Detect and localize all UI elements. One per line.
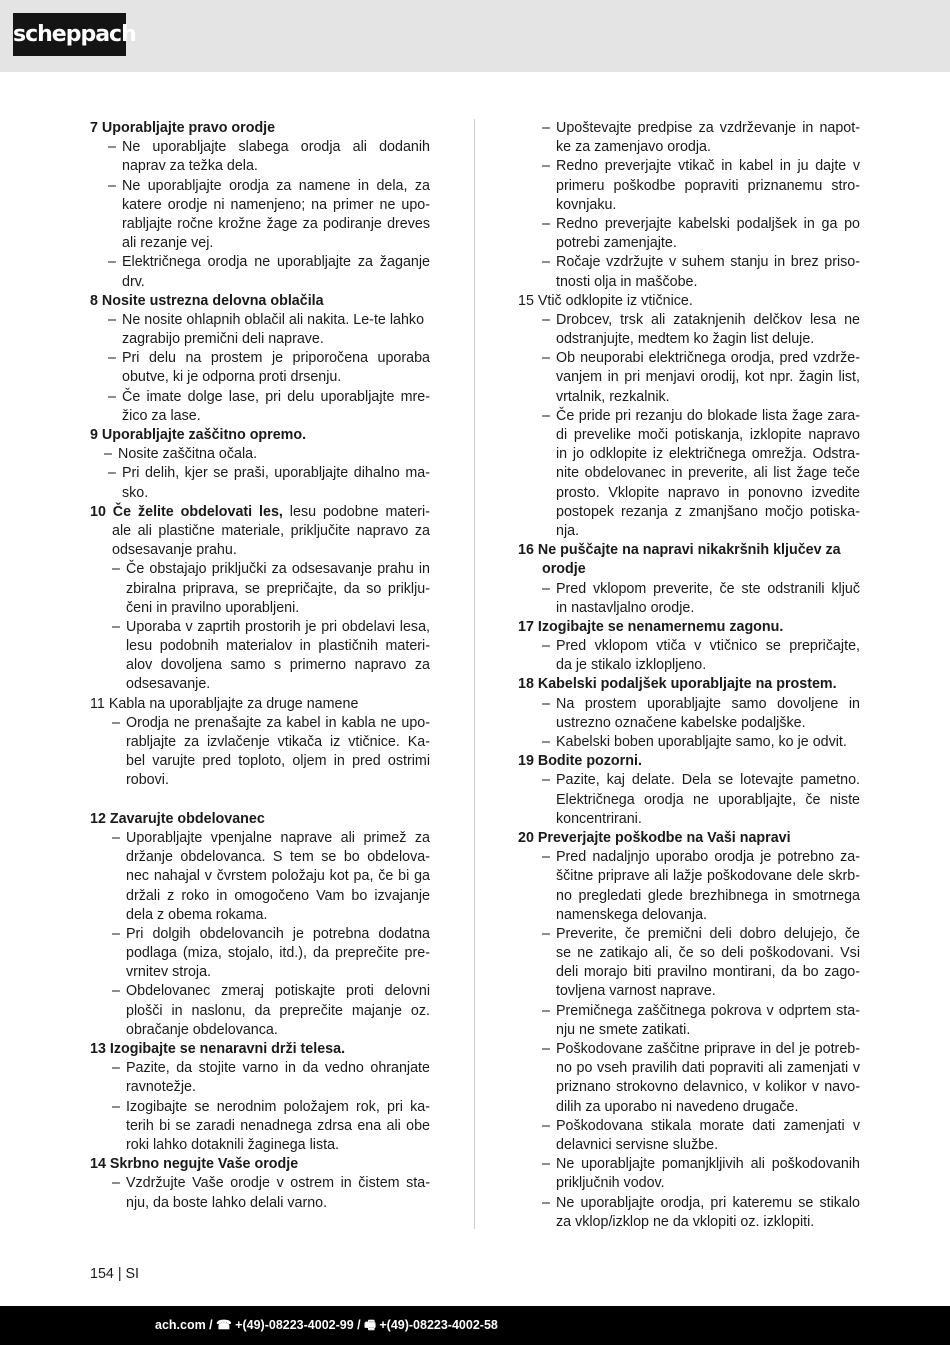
line-text: nju ne smete zatikati. — [556, 1021, 691, 1038]
line-text: drv. — [122, 273, 145, 290]
line-text: vrtalnik, rezkalnik. — [556, 388, 670, 405]
line-text: lesu podobnih materialov in plastičnih materi- — [126, 638, 430, 655]
section-heading: 14 Skrbno negujte Vaše orodje — [90, 1156, 299, 1173]
dash-bullet: – — [108, 350, 116, 367]
page-number: 154 | SI — [90, 1266, 140, 1282]
bullet-line — [518, 311, 860, 330]
text-line — [90, 733, 430, 752]
line-text: držali z roko in omogočeno Vam bo izvajanje — [126, 887, 430, 904]
line-text: Obdelovanec zmeraj potiskajte proti delovni — [126, 983, 430, 1000]
bullet-line — [90, 1098, 430, 1117]
line-text: Pri delih, kjer se praši, uporabljajte dihalno ma- — [122, 465, 430, 482]
text-line — [90, 867, 430, 886]
line-text: zbiralna priprava, se prepričajte, da so priklju- — [126, 580, 430, 597]
line-text: za vklop/izklop ne da vklopiti oz. izklopiti. — [556, 1213, 815, 1230]
text-line — [90, 656, 430, 675]
section-heading: 12 Zavarujte obdelovanec — [90, 810, 265, 827]
line-text: Če imate dolge lase, pri delu uporabljajte mre- — [122, 388, 430, 405]
line-text: priključnih vodov. — [556, 1175, 665, 1192]
line-text: robovi. — [126, 772, 169, 789]
footer-contact-text: ach.com / ☎ +(49)-08223-4002-99 / 🖷 +(49)-08223-4002-58 — [155, 1318, 498, 1332]
bullet-line — [90, 982, 430, 1001]
dash-bullet: – — [112, 983, 120, 1000]
line-text: odsesavanje. — [126, 676, 211, 693]
line-text: Pred vklopom preverite, če ste odstranili ključ — [556, 580, 860, 597]
line-text: in nastavljalno orodje. — [556, 599, 695, 616]
line-text: Poškodovana stikala morate dati zamenjati v — [556, 1117, 860, 1134]
line-text: nju, da boste lahko delali varno. — [126, 1194, 328, 1211]
line-text: dilih za uporabo ni navedeno drugače. — [556, 1098, 799, 1115]
dash-bullet: – — [542, 1117, 550, 1134]
line-text: Redno preverjajte vtikač in kabel in ju dajte v — [556, 158, 860, 175]
bullet-line — [518, 771, 860, 790]
line-text: rabljajte ročne krožne žage za podiranje dreves — [122, 215, 430, 232]
page-header — [0, 0, 950, 72]
line-text: Če obstajajo priključki za odsesavanje prahu in — [126, 561, 430, 578]
text-line — [90, 234, 430, 253]
bullet-line — [518, 349, 860, 368]
bullet-line — [90, 829, 430, 848]
text-line — [518, 522, 860, 541]
line-text: Nosite zaščitna očala. — [118, 446, 258, 463]
line-text: primeru poškodbe popraviti priznanemu stro- — [556, 177, 860, 194]
line-text: Upoštevajte predpise za vzdrževanje in napot- — [556, 120, 860, 136]
line-text: vanjem in pri menjavi orodij, kot npr. žagin list, — [556, 369, 860, 386]
text-line — [518, 234, 860, 253]
line-text: Vzdržujte Vaše orodje v ostrem in čistem sta- — [126, 1175, 430, 1192]
bullet-line — [518, 1117, 860, 1136]
dash-bullet: – — [542, 925, 550, 942]
left-text-column — [90, 119, 430, 1213]
bullet-line — [90, 618, 430, 637]
text-line — [90, 330, 430, 349]
line-text: Ne uporabljajte orodja, pri kateremu se stikalo — [556, 1194, 860, 1211]
text-line — [90, 1194, 430, 1213]
line-text: se ne zatikajo ali, če so deli poškodovani. Vsi — [556, 945, 860, 962]
line-text: prosto. Vklopite napravo in ponovno izvedite — [556, 484, 860, 501]
bullet-line — [518, 157, 860, 176]
dash-bullet: – — [112, 561, 120, 578]
text-line — [518, 503, 860, 522]
text-line — [90, 484, 430, 503]
dash-bullet: – — [542, 772, 550, 789]
text-line — [90, 407, 430, 426]
line-text: Kabelski boben uporabljajte samo, ko je odvit. — [556, 734, 847, 750]
text-line — [518, 982, 860, 1001]
bullet-line — [90, 138, 430, 157]
line-text: Ne uporabljajte orodja za namene in dela, za — [122, 177, 430, 194]
text-line — [90, 580, 430, 599]
dash-bullet: – — [542, 1041, 550, 1057]
text-line — [518, 1059, 860, 1078]
dash-bullet: – — [108, 254, 116, 271]
text-line — [518, 1098, 860, 1117]
text-line — [518, 1136, 860, 1155]
bullet-line — [518, 215, 860, 234]
bullet-line — [518, 925, 860, 944]
text-line — [518, 464, 860, 483]
dash-bullet: – — [112, 829, 120, 846]
text-line — [518, 1078, 860, 1097]
bullet-line — [90, 311, 430, 330]
bullet-line — [90, 177, 430, 196]
line-text: Ob neuporabi električnega orodja, pred vzdrže- — [556, 350, 860, 367]
text-line — [518, 484, 860, 503]
dash-bullet: – — [542, 254, 550, 271]
dash-bullet: – — [542, 158, 550, 175]
text-line — [90, 963, 430, 982]
line-text: Pred vklopom vtiča v vtičnico se prepričajte, — [556, 638, 860, 655]
dash-bullet: – — [108, 139, 116, 156]
dash-bullet: – — [542, 120, 550, 136]
section-heading-bold: 10 Če želite obdelovati les, — [90, 503, 283, 520]
line-text: plošči in naslonu, da preprečite majanje oz. — [126, 1002, 430, 1019]
line-text: odsesavanje prahu. — [112, 542, 237, 559]
section-heading: 17 Izogibajte se nenamernemu zagonu. — [518, 618, 784, 635]
section-heading: 19 Bodite pozorni. — [518, 753, 642, 770]
text-line — [518, 196, 860, 215]
text-line — [90, 906, 430, 925]
line-text: Pri delu na prostem je priporočena uporaba — [122, 350, 430, 367]
dash-bullet: – — [112, 925, 120, 942]
text-line — [518, 944, 860, 963]
line-text: Redno preverjajte kabelski podaljšek in ga po — [556, 215, 860, 232]
line-text: alov dovoljena samo s primerno napravo za — [126, 657, 430, 674]
text-line — [518, 426, 860, 445]
text-line — [90, 1136, 430, 1155]
bullet-line — [90, 445, 430, 464]
line-text: Uporabljajte vpenjalne naprave ali primež za — [126, 829, 430, 846]
line-text: odstranjujte, medtem ko žagin list deluje. — [556, 331, 815, 348]
line-text: Ne nosite ohlapnih oblačil ali nakita. Le-te lahko — [122, 311, 425, 328]
section-heading: 7 Uporabljajte pravo orodje — [90, 120, 276, 136]
right-text-column — [518, 119, 860, 1232]
text-line — [90, 675, 430, 694]
bullet-line — [518, 253, 860, 272]
line-text: bel varujte pred toploto, oljem in pred ostrimi — [126, 753, 430, 770]
text-line — [518, 292, 860, 311]
dash-bullet: – — [112, 1175, 120, 1192]
text-line — [90, 695, 430, 714]
line-text: sko. — [122, 484, 149, 501]
dash-bullet: – — [542, 1194, 550, 1211]
line-text: Če pride pri rezanju do blokade lista žage zara- — [556, 407, 860, 424]
text-line — [90, 848, 430, 867]
line-text: koncentrirani. — [556, 810, 642, 827]
text-line — [518, 963, 860, 982]
line-text: Preverite, če premični deli dobro delujejo, če — [556, 925, 860, 942]
text-line — [90, 196, 430, 215]
line-text: Izogibajte se nerodnim položajem rok, pri ka- — [126, 1098, 430, 1115]
bullet-line — [90, 560, 430, 579]
dash-bullet: – — [542, 311, 550, 328]
text-line — [518, 368, 860, 387]
text-line — [90, 944, 430, 963]
line-text: di prevelike moči potiskanja, izklopite napravo — [556, 427, 860, 443]
bullet-line — [518, 407, 860, 426]
line-text: delavnici servisne službe. — [556, 1136, 719, 1153]
bullet-line — [518, 1002, 860, 1021]
text-line — [90, 368, 430, 387]
section-heading-inline — [90, 503, 430, 522]
line-text: čeni in pravilno uporabljeni. — [126, 599, 300, 616]
dash-bullet: – — [542, 350, 550, 367]
dash-bullet: – — [108, 465, 116, 482]
dash-bullet: – — [542, 215, 550, 232]
text-line — [90, 637, 430, 656]
line-text: dela z obema rokama. — [126, 906, 268, 923]
line-text: Električnega orodja ne uporabljajte za žaganje — [122, 254, 430, 271]
bullet-line — [90, 714, 430, 733]
section-heading: 8 Nosite ustrezna delovna oblačila — [90, 292, 324, 309]
section-heading: 18 Kabelski podaljšek uporabljajte na prostem. — [518, 676, 837, 693]
text-line — [90, 541, 430, 560]
line-text: in jo odklopite iz električnega omrežja. Odstra- — [556, 446, 860, 463]
line-text: tovljena varnost naprave. — [556, 983, 716, 1000]
dash-bullet: – — [542, 1156, 550, 1173]
text-line — [518, 177, 860, 196]
line-text: naprav za težka dela. — [122, 158, 258, 175]
section-heading-rest: lesu podobne materi- — [282, 503, 430, 520]
line-text: katere orodje ni namenjeno; na primer ne upo- — [122, 196, 430, 213]
dash-bullet: – — [104, 446, 112, 463]
bullet-line — [518, 1194, 860, 1213]
line-text: Orodja ne prenašajte za kabel in kabla ne upo- — [126, 714, 430, 731]
line-text: Električnega orodja ne uporabljajte, če niste — [556, 791, 860, 808]
text-line — [518, 330, 860, 349]
bullet-line — [90, 388, 430, 407]
line-text: ravnotežje. — [126, 1079, 196, 1096]
dash-bullet: – — [542, 638, 550, 655]
dash-bullet: – — [542, 1002, 550, 1019]
line-text: ali rezanje vej. — [122, 235, 214, 252]
bullet-line — [518, 119, 860, 138]
dash-bullet: – — [108, 311, 116, 328]
line-text: priznano strokovno delavnico, v kolikor v navo- — [556, 1079, 860, 1096]
column-divider — [474, 119, 475, 1229]
text-line — [90, 771, 430, 790]
line-text: 11 Kabla na uporabljajte za druge namene — [90, 695, 359, 712]
line-text: obutve, ki je odporna proti drsenju. — [122, 369, 342, 386]
bullet-line — [518, 580, 860, 599]
text-line — [518, 138, 860, 157]
bullet-line — [90, 1174, 430, 1193]
line-text: ke za zamenjavo orodja. — [556, 139, 711, 156]
blank-line — [90, 791, 430, 810]
section-heading-continued: orodje — [542, 561, 586, 578]
bullet-line — [90, 1059, 430, 1078]
line-text: ščitne priprave ali lažje poškodovane dele skrb- — [556, 868, 860, 885]
text-line — [90, 157, 430, 176]
line-text: držanje obdelovanca. S tem se bo obdelova- — [126, 849, 430, 866]
line-text: podlaga (miza, stojalo, itd.), da preprečite pre- — [126, 945, 430, 962]
text-line — [518, 656, 860, 675]
bullet-line — [518, 695, 860, 714]
dash-bullet: – — [542, 580, 550, 597]
brand-logo: scheppach — [13, 13, 126, 56]
line-text: tnosti olja in maščobe. — [556, 273, 698, 290]
line-text: no pregledati glede brezhibnega in smotrnega — [556, 887, 860, 904]
dash-bullet: – — [112, 714, 120, 731]
text-line — [518, 791, 860, 810]
line-text: Pri dolgih obdelovancih je potrebna dodatna — [126, 925, 430, 942]
dash-bullet: – — [112, 1098, 120, 1115]
bullet-line — [90, 464, 430, 483]
line-text: no po vseh pravilih dati popraviti ali zamenjati v — [556, 1060, 860, 1077]
line-text: Pazite, kaj delate. Dela se lotevajte pametno. — [556, 772, 860, 789]
text-line — [90, 887, 430, 906]
dash-bullet: – — [542, 734, 550, 750]
dash-bullet: – — [108, 177, 116, 194]
dash-bullet: – — [542, 695, 550, 712]
dash-bullet: – — [112, 1060, 120, 1077]
text-line — [90, 752, 430, 771]
text-line — [90, 599, 430, 618]
bullet-line — [518, 1040, 860, 1059]
dash-bullet: – — [542, 407, 550, 424]
section-heading: 20 Preverjajte poškodbe na Vaši napravi — [518, 829, 791, 846]
text-line — [518, 906, 860, 925]
line-text: postopek rezanja z zmanjšano močjo potiska- — [556, 503, 860, 520]
dash-bullet: – — [108, 388, 116, 405]
line-text: nec nahajal v čvrstem položaju kot pa, če bi ga — [126, 868, 430, 885]
line-text: nite obdelovanec in preverite, ali list žage teče — [556, 465, 860, 482]
line-text: Na prostem uporabljajte samo dovoljene in — [556, 695, 860, 712]
text-line — [90, 1117, 430, 1136]
text-line — [518, 599, 860, 618]
text-line — [518, 810, 860, 829]
line-text: namenskega delovanja. — [556, 906, 708, 923]
line-text: žico za lase. — [122, 407, 201, 424]
line-text: ustrezno označene kabelske podaljške. — [556, 714, 806, 731]
bullet-line — [518, 637, 860, 656]
line-text: Poškodovane zaščitne priprave in del je potreb- — [556, 1041, 860, 1057]
text-line — [90, 522, 430, 541]
line-text: potrebi zamenjajte. — [556, 235, 677, 252]
bullet-line — [518, 733, 860, 752]
text-line — [518, 1021, 860, 1040]
section-heading: 16 Ne puščajte na napravi nikakršnih ključev za — [518, 542, 841, 559]
text-line — [518, 445, 860, 464]
text-line — [518, 1174, 860, 1193]
line-text: Ne uporabljajte slabega orodja ali dodanih — [122, 139, 430, 156]
line-text: kovnjaku. — [556, 196, 617, 213]
dash-bullet: – — [542, 849, 550, 866]
line-text: Ne uporabljajte pomanjkljivih ali poškodovanih — [556, 1156, 860, 1173]
line-text: Premičnega zaščitnega pokrova v odprtem sta- — [556, 1002, 860, 1019]
line-text: roki lahko dotaknili žaginega lista. — [126, 1136, 339, 1153]
dash-bullet: – — [112, 618, 120, 635]
footer-contact-bar — [0, 1306, 950, 1345]
line-text: Uporaba v zaprtih prostorih je pri obdelavi lesa, — [126, 618, 430, 635]
section-heading: 13 Izogibajte se nenaravni drži telesa. — [90, 1041, 346, 1057]
line-text: nja. — [556, 522, 580, 539]
line-text: Pazite, da stojite varno in da vedno ohranjate — [126, 1060, 430, 1077]
bullet-line — [90, 253, 430, 272]
bullet-line — [90, 925, 430, 944]
line-text: Drobcev, trsk ali zataknjenih delčkov lesa ne — [556, 311, 860, 328]
line-text: obračanje obdelovanca. — [126, 1021, 278, 1038]
text-line — [518, 273, 860, 292]
text-line — [90, 1078, 430, 1097]
line-text: 15 Vtič odklopite iz vtičnice. — [518, 292, 693, 309]
bullet-line — [518, 848, 860, 867]
text-line — [518, 887, 860, 906]
line-text: zagrabijo premični deli naprave. — [122, 331, 324, 348]
text-line — [518, 1213, 860, 1232]
line-text: terih bi se zaradi nenadnega zdrsa ena ali obe — [126, 1117, 430, 1134]
text-line — [518, 867, 860, 886]
bullet-line — [90, 349, 430, 368]
text-line — [90, 273, 430, 292]
bullet-line — [518, 1155, 860, 1174]
text-line — [90, 215, 430, 234]
text-line — [90, 1002, 430, 1021]
line-text: deli morajo biti pravilno montirani, da bo zago- — [556, 964, 860, 981]
section-heading: 9 Uporabljajte zaščitno opremo. — [90, 427, 307, 443]
line-text: Pred nadaljnjo uporabo orodja je potrebno za- — [556, 849, 860, 866]
text-line — [90, 1021, 430, 1040]
line-text: rabljajte za izvlačenje vtikača iz vtičnice. Ka- — [126, 734, 430, 750]
line-text: Ročaje vzdržujte v suhem stanju in brez priso- — [556, 254, 860, 271]
line-text: da je stikalo izklopljeno. — [556, 657, 707, 674]
text-line — [518, 714, 860, 733]
line-text: ale ali plastične materiale, priključite napravo za — [112, 522, 430, 539]
text-line — [518, 388, 860, 407]
line-text: vrnitev stroja. — [126, 964, 212, 981]
